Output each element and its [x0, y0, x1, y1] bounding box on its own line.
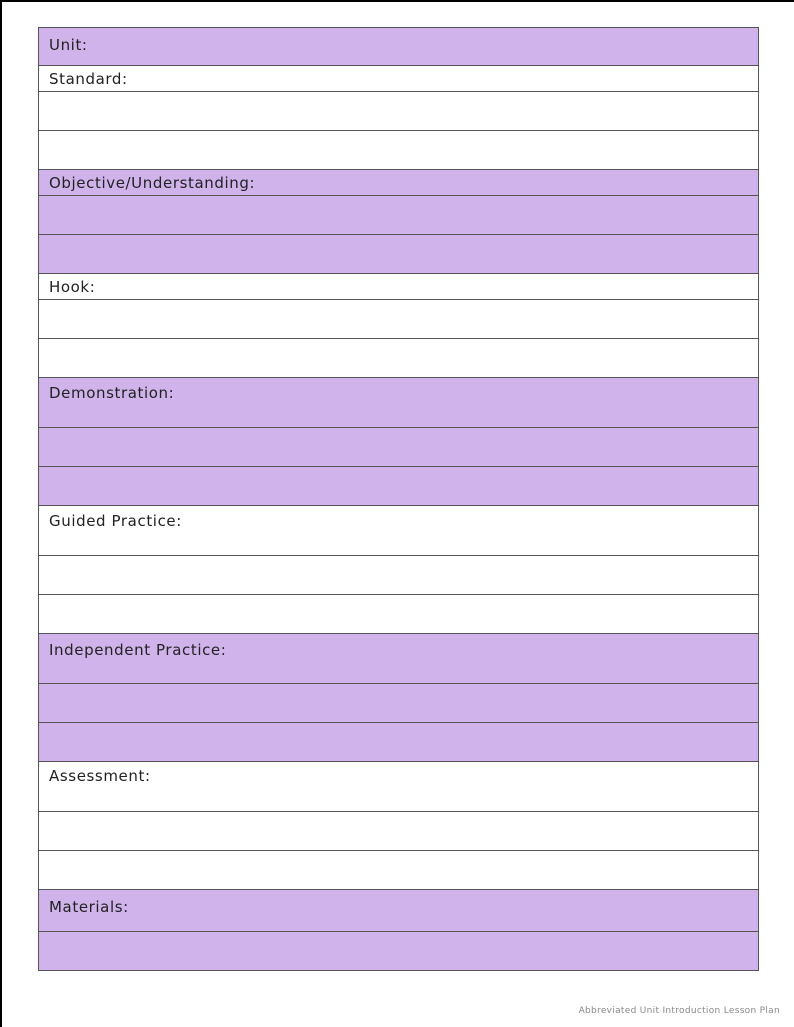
materials-label: Materials: [49, 898, 129, 916]
guided-practice-line-1[interactable] [39, 556, 758, 595]
hook-row[interactable] [39, 274, 758, 300]
demonstration-line-2[interactable] [39, 467, 758, 506]
independent-practice-line-1[interactable] [39, 684, 758, 723]
standard-label: Standard: [49, 70, 128, 88]
standard-line-1[interactable] [39, 92, 758, 131]
materials-line-1[interactable] [39, 932, 758, 970]
independent-practice-line-2[interactable] [39, 723, 758, 762]
hook-line-1[interactable] [39, 300, 758, 339]
unit-row[interactable] [39, 28, 758, 66]
materials-row[interactable] [39, 890, 758, 932]
standard-line-2[interactable] [39, 131, 758, 170]
objective-line-2[interactable] [39, 235, 758, 274]
objective-line-1[interactable] [39, 196, 758, 235]
independent-practice-label: Independent Practice: [49, 641, 227, 659]
objective-row[interactable] [39, 170, 758, 196]
demonstration-row[interactable] [39, 378, 758, 428]
assessment-line-2[interactable] [39, 851, 758, 890]
independent-practice-row[interactable] [39, 634, 758, 684]
assessment-line-1[interactable] [39, 812, 758, 851]
unit-label: Unit: [49, 36, 88, 54]
standard-row[interactable] [39, 66, 758, 92]
guided-practice-line-2[interactable] [39, 595, 758, 634]
guided-practice-row[interactable] [39, 506, 758, 556]
assessment-label: Assessment: [49, 767, 151, 785]
lesson-plan-form [38, 27, 759, 971]
guided-practice-label: Guided Practice: [49, 512, 182, 530]
hook-label: Hook: [49, 278, 96, 296]
demonstration-label: Demonstration: [49, 384, 175, 402]
footer-title: Abbreviated Unit Introduction Lesson Plan [578, 1006, 780, 1016]
assessment-row[interactable] [39, 762, 758, 812]
demonstration-line-1[interactable] [39, 428, 758, 467]
objective-label: Objective/Understanding: [49, 174, 256, 192]
hook-line-2[interactable] [39, 339, 758, 378]
